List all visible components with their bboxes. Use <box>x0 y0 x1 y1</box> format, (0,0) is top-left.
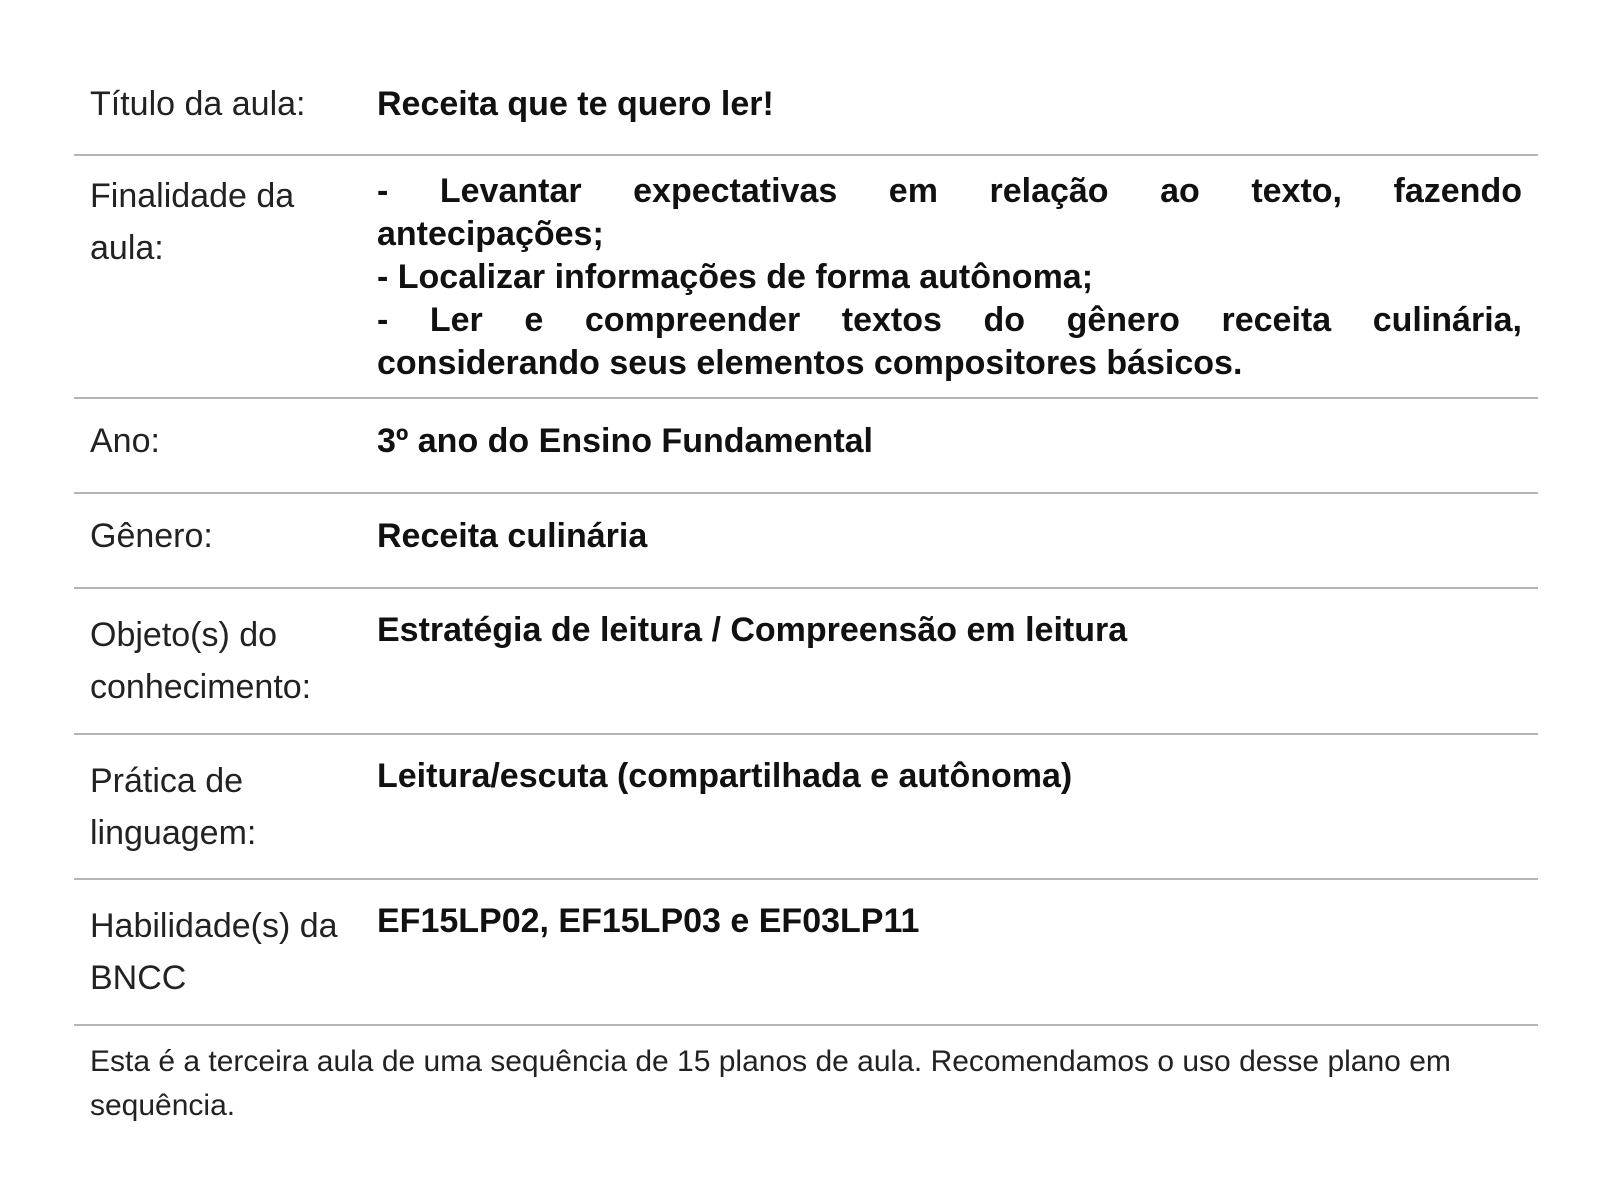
row-value: 3º ano do Ensino Fundamental <box>377 422 874 460</box>
row-value: Receita culinária <box>377 517 648 555</box>
row-value: Receita que te quero ler! <box>377 85 774 123</box>
value-line: antecipações; <box>377 215 604 253</box>
row-pratica <box>74 735 1538 880</box>
row-label: Finalidade da aula: <box>90 177 295 267</box>
row-label: Ano: <box>90 422 160 460</box>
value-line: - Localizar informações de forma autônoma; <box>377 258 1094 296</box>
row-value: Estratégia de leitura / Compreensão em leitura <box>377 611 1128 649</box>
lesson-plan-table <box>74 58 1538 1128</box>
value-line: considerando seus elementos compositores básicos. <box>377 344 1243 382</box>
row-label: Objeto(s) do conhecimento: <box>90 616 312 706</box>
value-line: - Ler e compreender textos do gênero receita culinária, <box>377 301 1522 339</box>
row-genero <box>74 494 1538 589</box>
row-finalidade <box>74 156 1538 399</box>
row-label: Gênero: <box>90 517 213 555</box>
row-habilidade <box>74 880 1538 1026</box>
row-value: Leitura/escuta (compartilhada e autônoma) <box>377 757 1073 795</box>
row-titulo <box>74 58 1538 156</box>
row-value: EF15LP02, EF15LP03 e EF03LP11 <box>377 902 920 940</box>
row-label: Prática de linguagem: <box>90 762 257 852</box>
value-line: - Levantar expectativas em relação ao texto, fazendo <box>377 172 1522 210</box>
row-ano <box>74 399 1538 494</box>
sequence-note: Esta é a terceira aula de uma sequência de 15 planos de aula. Recomendamos o uso desse plano em sequência. <box>90 1045 1451 1122</box>
row-value <box>377 170 1538 397</box>
row-label: Título da aula: <box>90 85 306 123</box>
row-objeto <box>74 589 1538 735</box>
row-label: Habilidade(s) da BNCC <box>90 907 338 997</box>
